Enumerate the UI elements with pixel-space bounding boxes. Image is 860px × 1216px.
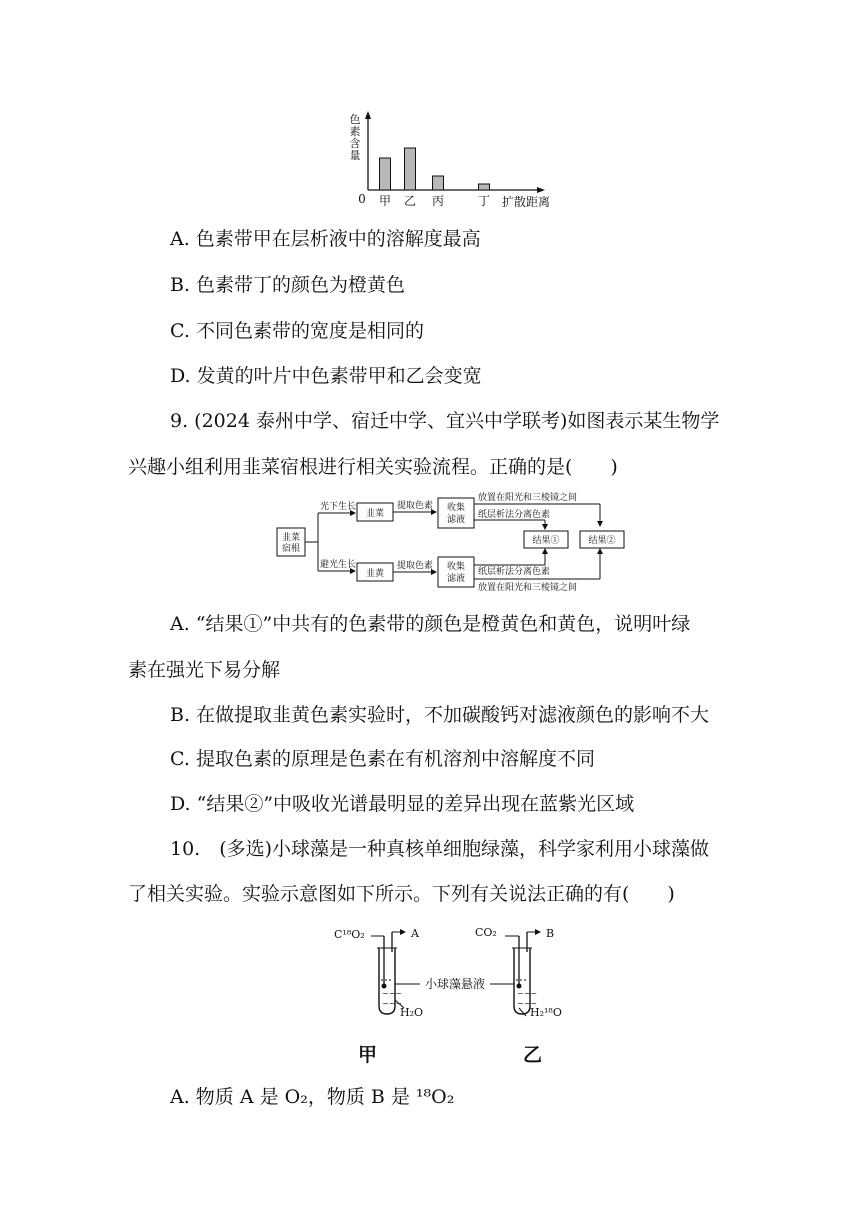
- root-label-2: 宿根: [281, 544, 301, 554]
- q9-option-c: C. 提取色素的原理是色素在有机溶剂中溶解度不同: [170, 748, 595, 770]
- q8-option-a: A. 色素带甲在层析液中的溶解度最高: [170, 228, 481, 250]
- q9-stem-line1: 9. (2024 泰州中学、宿迁中学、宜兴中学联考)如图表示某生物学: [170, 410, 720, 432]
- tick-label-3: 丁: [477, 194, 491, 208]
- q9-stem-line2: 兴趣小组利用韭菜宿根进行相关实验流程。正确的是( ): [128, 456, 618, 478]
- tube-jia-out-label: A: [411, 927, 419, 940]
- q8-option-c: C. 不同色素带的宽度是相同的: [170, 320, 424, 342]
- tube-yi-water-label: H₂¹⁸O: [530, 1006, 562, 1019]
- branch-bottom-label: 避光生长: [320, 560, 357, 570]
- y-axis-label-1: 色: [349, 113, 361, 126]
- extract-bottom-label: 提取色素: [397, 561, 434, 571]
- y-axis-label-2: 素: [349, 125, 361, 138]
- bar-3: [479, 184, 490, 190]
- q10-tube-diagram: [0, 918, 860, 1028]
- result2-label: 结果②: [588, 536, 616, 546]
- plant-top-label: 韭菜: [365, 509, 385, 519]
- place-bottom-label: 放置在阳光和三棱镜之间: [478, 583, 578, 593]
- tube-yi-out-label: B: [546, 927, 555, 940]
- tube-yi: [505, 932, 540, 1016]
- q9-option-a-line2: 素在强光下易分解: [128, 659, 281, 681]
- separate-top-label: 纸层析法分离色素: [478, 510, 551, 520]
- q8-option-b: B. 色素带丁的颜色为橙黄色: [170, 274, 406, 296]
- place-top-label: 放置在阳光和三棱镜之间: [478, 493, 578, 503]
- q10-stem-line1: 10. (多选)小球藻是一种真核单细胞绿藻，科学家利用小球藻做: [170, 838, 710, 860]
- result1-label: 结果①: [532, 536, 560, 546]
- tube-yi-in-label: CO₂: [475, 926, 497, 939]
- collect-bottom-label-2: 滤液: [446, 574, 466, 584]
- tick-label-1: 乙: [403, 194, 417, 208]
- tick-label-2: 丙: [431, 194, 445, 208]
- tube-jia-water-label: H₂O: [400, 1006, 424, 1019]
- y-axis-label-3: 含: [349, 137, 361, 150]
- q9-option-d: D. “结果②”中吸收光谱最明显的差异出现在蓝紫光区域: [170, 793, 635, 815]
- bar-1: [405, 148, 416, 190]
- x-axis-label: 扩散距离: [501, 195, 551, 209]
- root-label-1: 韭菜: [281, 533, 301, 543]
- chart-axes: [365, 111, 545, 193]
- collect-top-label-1: 收集: [446, 503, 466, 513]
- q10-stem-line2: 了相关实验。实验示意图如下所示。下列有关说法正确的有( ): [128, 883, 675, 905]
- q9-option-a-line1: A. “结果①”中共有的色素带的颜色是橙黄色和黄色，说明叶绿: [170, 613, 691, 635]
- y-axis-label-4: 量: [349, 149, 361, 162]
- separate-bottom-label: 纸层析法分离色素: [478, 567, 551, 577]
- tube-jia-in-label: C¹⁸O₂: [334, 928, 365, 941]
- plant-bottom-label: 韭黄: [365, 569, 385, 579]
- svg-text:~~~: ~~~: [517, 999, 538, 1008]
- label-jia: 甲: [358, 1044, 378, 1066]
- label-yi: 乙: [523, 1044, 543, 1066]
- svg-text:~~~: ~~~: [517, 989, 538, 998]
- q10-option-a: A. 物质 A 是 O₂，物质 B 是 ¹⁸O₂: [170, 1086, 455, 1108]
- pigment-bar-chart: [0, 0, 860, 215]
- bar-2: [433, 176, 444, 190]
- suspension-label: 小球藻悬液: [424, 977, 486, 991]
- tick-label-0: 甲: [378, 194, 392, 208]
- branch-top-label: 光下生长: [320, 502, 357, 512]
- svg-text:~~~: ~~~: [382, 989, 403, 998]
- q9-flow-diagram: [0, 490, 860, 600]
- bar-0: [380, 158, 391, 190]
- q8-option-d: D. 发黄的叶片中色素带甲和乙会变宽: [170, 365, 482, 387]
- collect-top-label-2: 滤液: [446, 515, 466, 525]
- extract-top-label: 提取色素: [397, 501, 434, 511]
- tube-jia: [371, 932, 405, 1014]
- origin-label: 0: [358, 192, 366, 206]
- q9-option-b: B. 在做提取韭黄色素实验时，不加碳酸钙对滤液颜色的影响不大: [170, 704, 710, 726]
- svg-text:~~~: ~~~: [382, 999, 403, 1008]
- collect-bottom-label-1: 收集: [446, 562, 466, 572]
